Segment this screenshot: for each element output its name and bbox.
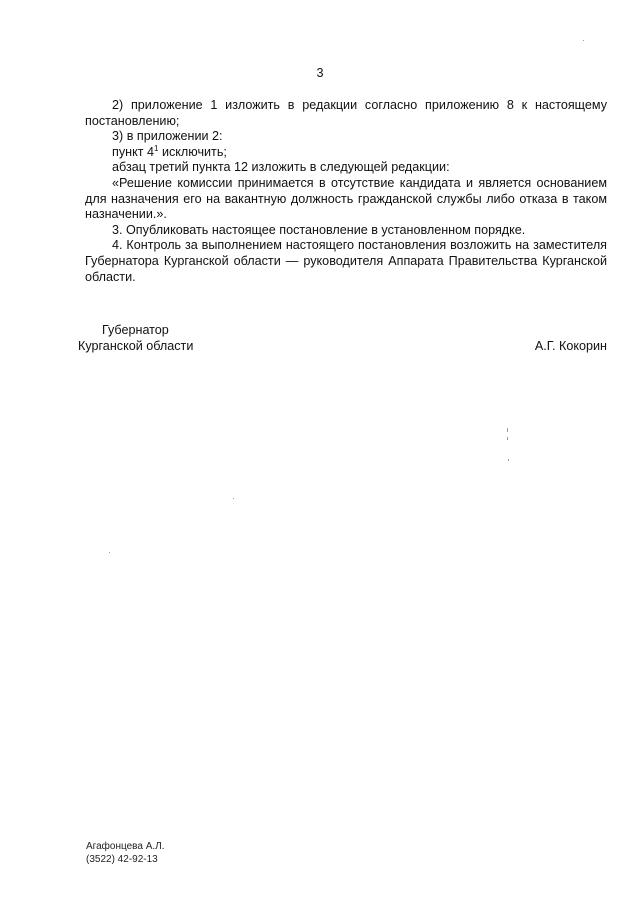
scan-speck: [507, 437, 508, 440]
scan-speck: [109, 552, 110, 553]
paragraph-item-12: абзац третий пункта 12 изложить в следующей редакции:: [112, 160, 450, 175]
signature-title-line1: Губернатор: [102, 323, 169, 337]
paragraph-publish: 3. Опубликовать настоящее постановление в установленном порядке.: [112, 222, 526, 237]
paragraph-appendix-2: 3) в приложении 2:: [112, 129, 223, 144]
scan-speck: [508, 459, 509, 461]
item-4-1-suffix: исключить;: [158, 144, 227, 159]
paragraph-item-4-1: [85, 145, 607, 161]
signature-title: [78, 322, 193, 354]
executor-name: Агафонцева А.Л.: [86, 841, 165, 852]
signature-title-line2: Курганской области: [78, 339, 194, 353]
scan-speck: [233, 498, 234, 499]
item-4-1-superscript: 1: [154, 143, 159, 153]
page-number: 3: [316, 66, 324, 80]
document-body: [85, 98, 607, 285]
scan-speck: [583, 40, 584, 41]
scan-speck: [507, 428, 508, 432]
paragraph-control: 4. Контроль за выполнением настоящего постановления возложить на заместителя Губернатора Курганской области — руководителя Аппарата Правительства Курганской области.: [85, 238, 607, 284]
paragraph-appendix-1: 2) приложение 1 изложить в редакции согласно приложению 8 к настоящему постановлению;: [85, 98, 607, 128]
executor-block: [86, 841, 164, 866]
item-4-1-prefix: пункт 4: [112, 144, 154, 159]
executor-phone: (3522) 42-92-13: [86, 853, 158, 865]
signature-name: А.Г. Кокорин: [534, 339, 607, 353]
paragraph-quote: «Решение комиссии принимается в отсутствие кандидата и является основанием для назначения его на вакантную должность гражданской службы либо отказа в таком назначении.».: [85, 175, 607, 222]
